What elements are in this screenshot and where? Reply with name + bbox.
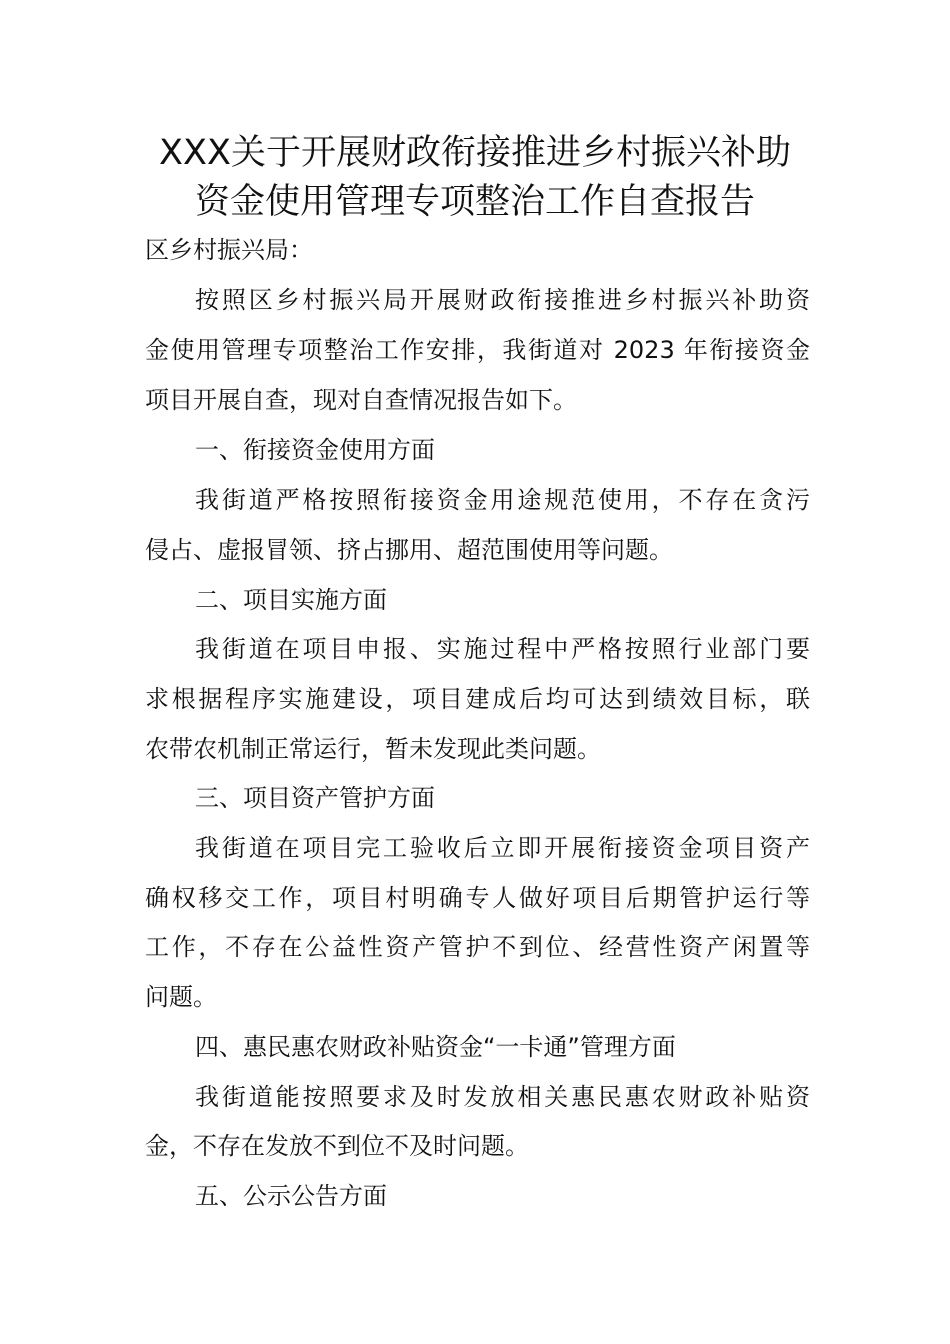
section-1-line-2: 侵占、虚报冒领、挤占挪用、超范围使用等问题。 (145, 536, 673, 564)
intro-line-3: 项目开展自查，现对自查情况报告如下。 (145, 386, 577, 414)
section-3-line-2: 确权移交工作，项目村明确专人做好项目后期管护运行等 (145, 884, 810, 912)
section-2-line-3: 农带农机制正常运行，暂未发现此类问题。 (145, 735, 601, 763)
intro-line-1: 按照区乡村振兴局开展财政衔接推进乡村振兴补助资 (195, 286, 810, 314)
section-3-line-4: 问题。 (145, 983, 217, 1011)
section-2-line-1: 我街道在项目申报、实施过程中严格按照行业部门要 (195, 635, 810, 663)
section-heading-3: 三、项目资产管护方面 (195, 784, 435, 812)
section-4-line-2: 金，不存在发放不到位不及时问题。 (145, 1132, 529, 1160)
document-title-line-1: XXX关于开展财政衔接推进乡村振兴补助 (159, 133, 791, 173)
section-1-line-1: 我街道严格按照衔接资金用途规范使用，不存在贪污 (195, 486, 810, 514)
document-title-line-2: 资金使用管理专项整治工作自查报告 (194, 182, 755, 222)
section-2-line-2: 求根据程序实施建设，项目建成后均可达到绩效目标，联 (145, 685, 810, 713)
salutation: 区乡村振兴局： (145, 236, 313, 264)
section-3-line-3: 工作，不存在公益性资产管护不到位、经营性资产闲置等 (145, 933, 810, 961)
section-4-line-1: 我街道能按照要求及时发放相关惠民惠农财政补贴资 (195, 1083, 810, 1111)
intro-line-2: 金使用管理专项整治工作安排，我街道对 2023 年衔接资金 (145, 336, 810, 364)
section-heading-1: 一、衔接资金使用方面 (195, 436, 435, 464)
section-3-line-1: 我街道在项目完工验收后立即开展衔接资金项目资产 (195, 834, 810, 862)
section-heading-2: 二、项目实施方面 (195, 586, 387, 614)
section-heading-4: 四、惠民惠农财政补贴资金“一卡通”管理方面 (195, 1033, 676, 1061)
section-heading-5: 五、公示公告方面 (195, 1182, 387, 1210)
